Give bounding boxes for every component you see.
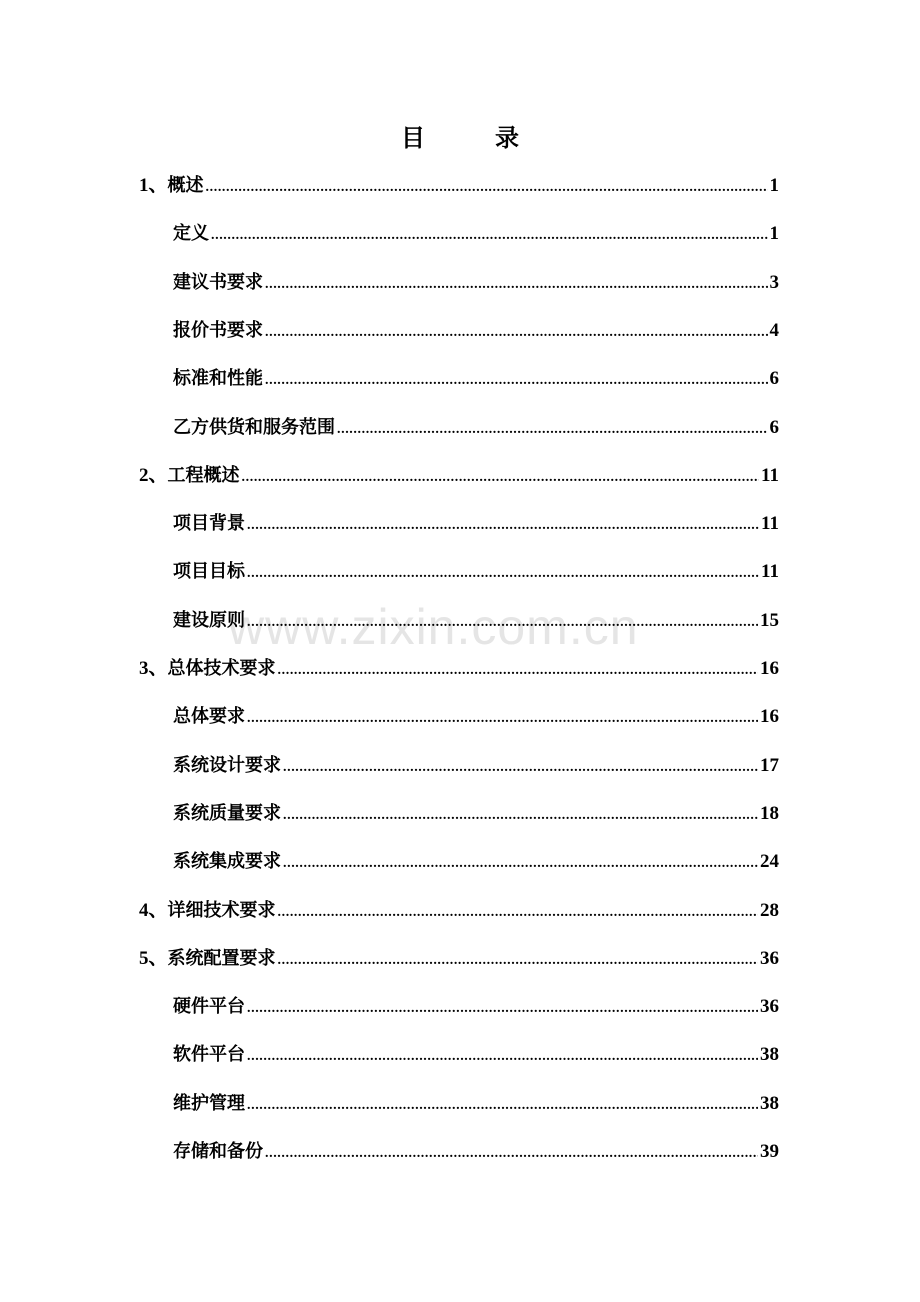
toc-entry-number: 5、: [139, 948, 168, 969]
toc-entry[interactable]: [173, 848, 779, 876]
toc-page-number: 15: [760, 610, 779, 631]
page-title: [0, 118, 920, 153]
watermark: www.zixin.com.cn: [228, 599, 639, 655]
toc-dot-leader: [206, 174, 768, 202]
toc-page-number: 1: [769, 175, 779, 196]
toc-page-number: 11: [761, 465, 779, 486]
toc-dot-leader: [247, 995, 758, 1023]
toc-entry[interactable]: [173, 269, 779, 297]
toc-page-number: 6: [769, 368, 779, 389]
toc-entry-label: 工程概述: [167, 465, 240, 486]
toc-entry[interactable]: [139, 172, 779, 200]
toc-page-number: 16: [760, 706, 779, 727]
toc-page-number: 39: [760, 1141, 779, 1162]
toc-page-number: 1: [769, 223, 779, 244]
toc-entry-label: 项目目标: [173, 561, 245, 582]
toc-entry-label: 总体技术要求: [167, 658, 276, 679]
toc-dot-leader: [247, 512, 759, 540]
toc-entry-label: 报价书要求: [173, 320, 263, 341]
toc-dot-leader: [278, 899, 758, 927]
toc-entry[interactable]: [173, 510, 779, 538]
toc-dot-leader: [278, 657, 758, 685]
toc-page-number: 11: [761, 513, 779, 534]
toc-entry-label: 总体要求: [173, 706, 245, 727]
toc-entry-label: 定义: [173, 223, 209, 244]
toc-entry-label: 存储和备份: [173, 1141, 263, 1162]
toc-entry[interactable]: [173, 1041, 779, 1069]
toc-entry[interactable]: [139, 462, 779, 490]
toc-entry[interactable]: [139, 655, 779, 683]
toc-entry[interactable]: [173, 414, 779, 442]
toc-page-number: 18: [760, 803, 779, 824]
toc-dot-leader: [283, 802, 758, 830]
toc-entry-number: 1、: [139, 175, 168, 196]
toc-entry-label: 建议书要求: [173, 272, 263, 293]
toc-dot-leader: [247, 1043, 758, 1071]
toc-dot-leader: [283, 754, 758, 782]
toc-page-number: 16: [760, 658, 779, 679]
toc-dot-leader: [265, 271, 768, 299]
toc-dot-leader: [247, 1092, 758, 1120]
toc-dot-leader: [247, 609, 758, 637]
toc-dot-leader: [337, 416, 768, 444]
toc-entry-label: 项目背景: [173, 513, 245, 534]
toc-entry-label: 详细技术要求: [167, 900, 276, 921]
toc-entry-number: 2、: [139, 465, 168, 486]
toc-page-number: 4: [769, 320, 779, 341]
toc-entry-label: 系统设计要求: [173, 755, 281, 776]
toc-dot-leader: [265, 367, 768, 395]
toc-entry-label: 系统集成要求: [173, 851, 281, 872]
toc-page-number: 36: [760, 948, 779, 969]
toc-entry-number: 4、: [139, 900, 168, 921]
toc-entry[interactable]: [173, 1138, 779, 1166]
toc-entry-label: 概述: [167, 175, 204, 196]
toc-entry[interactable]: [173, 703, 779, 731]
title-right-char: 录: [495, 124, 519, 152]
toc-entry[interactable]: [173, 993, 779, 1021]
toc-entry-label: 标准和性能: [173, 368, 263, 389]
toc-entry-label: 建设原则: [173, 610, 245, 631]
toc-page-number: 38: [760, 1093, 779, 1114]
toc-entry[interactable]: [139, 897, 779, 925]
toc-dot-leader: [278, 947, 758, 975]
toc-entry-label: 系统质量要求: [173, 803, 281, 824]
toc-dot-leader: [242, 464, 760, 492]
toc-dot-leader: [247, 705, 758, 733]
toc-entry[interactable]: [139, 945, 779, 973]
toc-dot-leader: [265, 1140, 758, 1168]
toc-entry-label: 硬件平台: [173, 996, 245, 1017]
toc-entry[interactable]: [173, 558, 779, 586]
toc-page-number: 6: [769, 417, 779, 438]
toc-entry[interactable]: [173, 752, 779, 780]
toc-page-number: 17: [760, 755, 779, 776]
toc-page-number: 3: [769, 272, 779, 293]
toc-page-number: 24: [760, 851, 779, 872]
toc-dot-leader: [247, 560, 759, 588]
title-left-char: 目: [401, 124, 425, 152]
toc-page-number: 28: [760, 900, 779, 921]
toc-entry[interactable]: [173, 220, 779, 248]
toc-entry-label: 软件平台: [173, 1044, 245, 1065]
toc-entry-label: 维护管理: [173, 1093, 245, 1114]
toc-dot-leader: [283, 850, 758, 878]
toc-entry[interactable]: [173, 800, 779, 828]
toc-page-number: 36: [760, 996, 779, 1017]
toc-entry[interactable]: [173, 1090, 779, 1118]
toc-entry-label: 乙方供货和服务范围: [173, 417, 335, 438]
toc-entry[interactable]: [173, 317, 779, 345]
toc-dot-leader: [211, 222, 768, 250]
toc-entry-number: 3、: [139, 658, 168, 679]
toc-entry-label: 系统配置要求: [167, 948, 276, 969]
toc-entry[interactable]: [173, 607, 779, 635]
toc-page-number: 11: [761, 561, 779, 582]
toc-entry[interactable]: [173, 365, 779, 393]
toc-page-number: 38: [760, 1044, 779, 1065]
toc-dot-leader: [265, 319, 768, 347]
